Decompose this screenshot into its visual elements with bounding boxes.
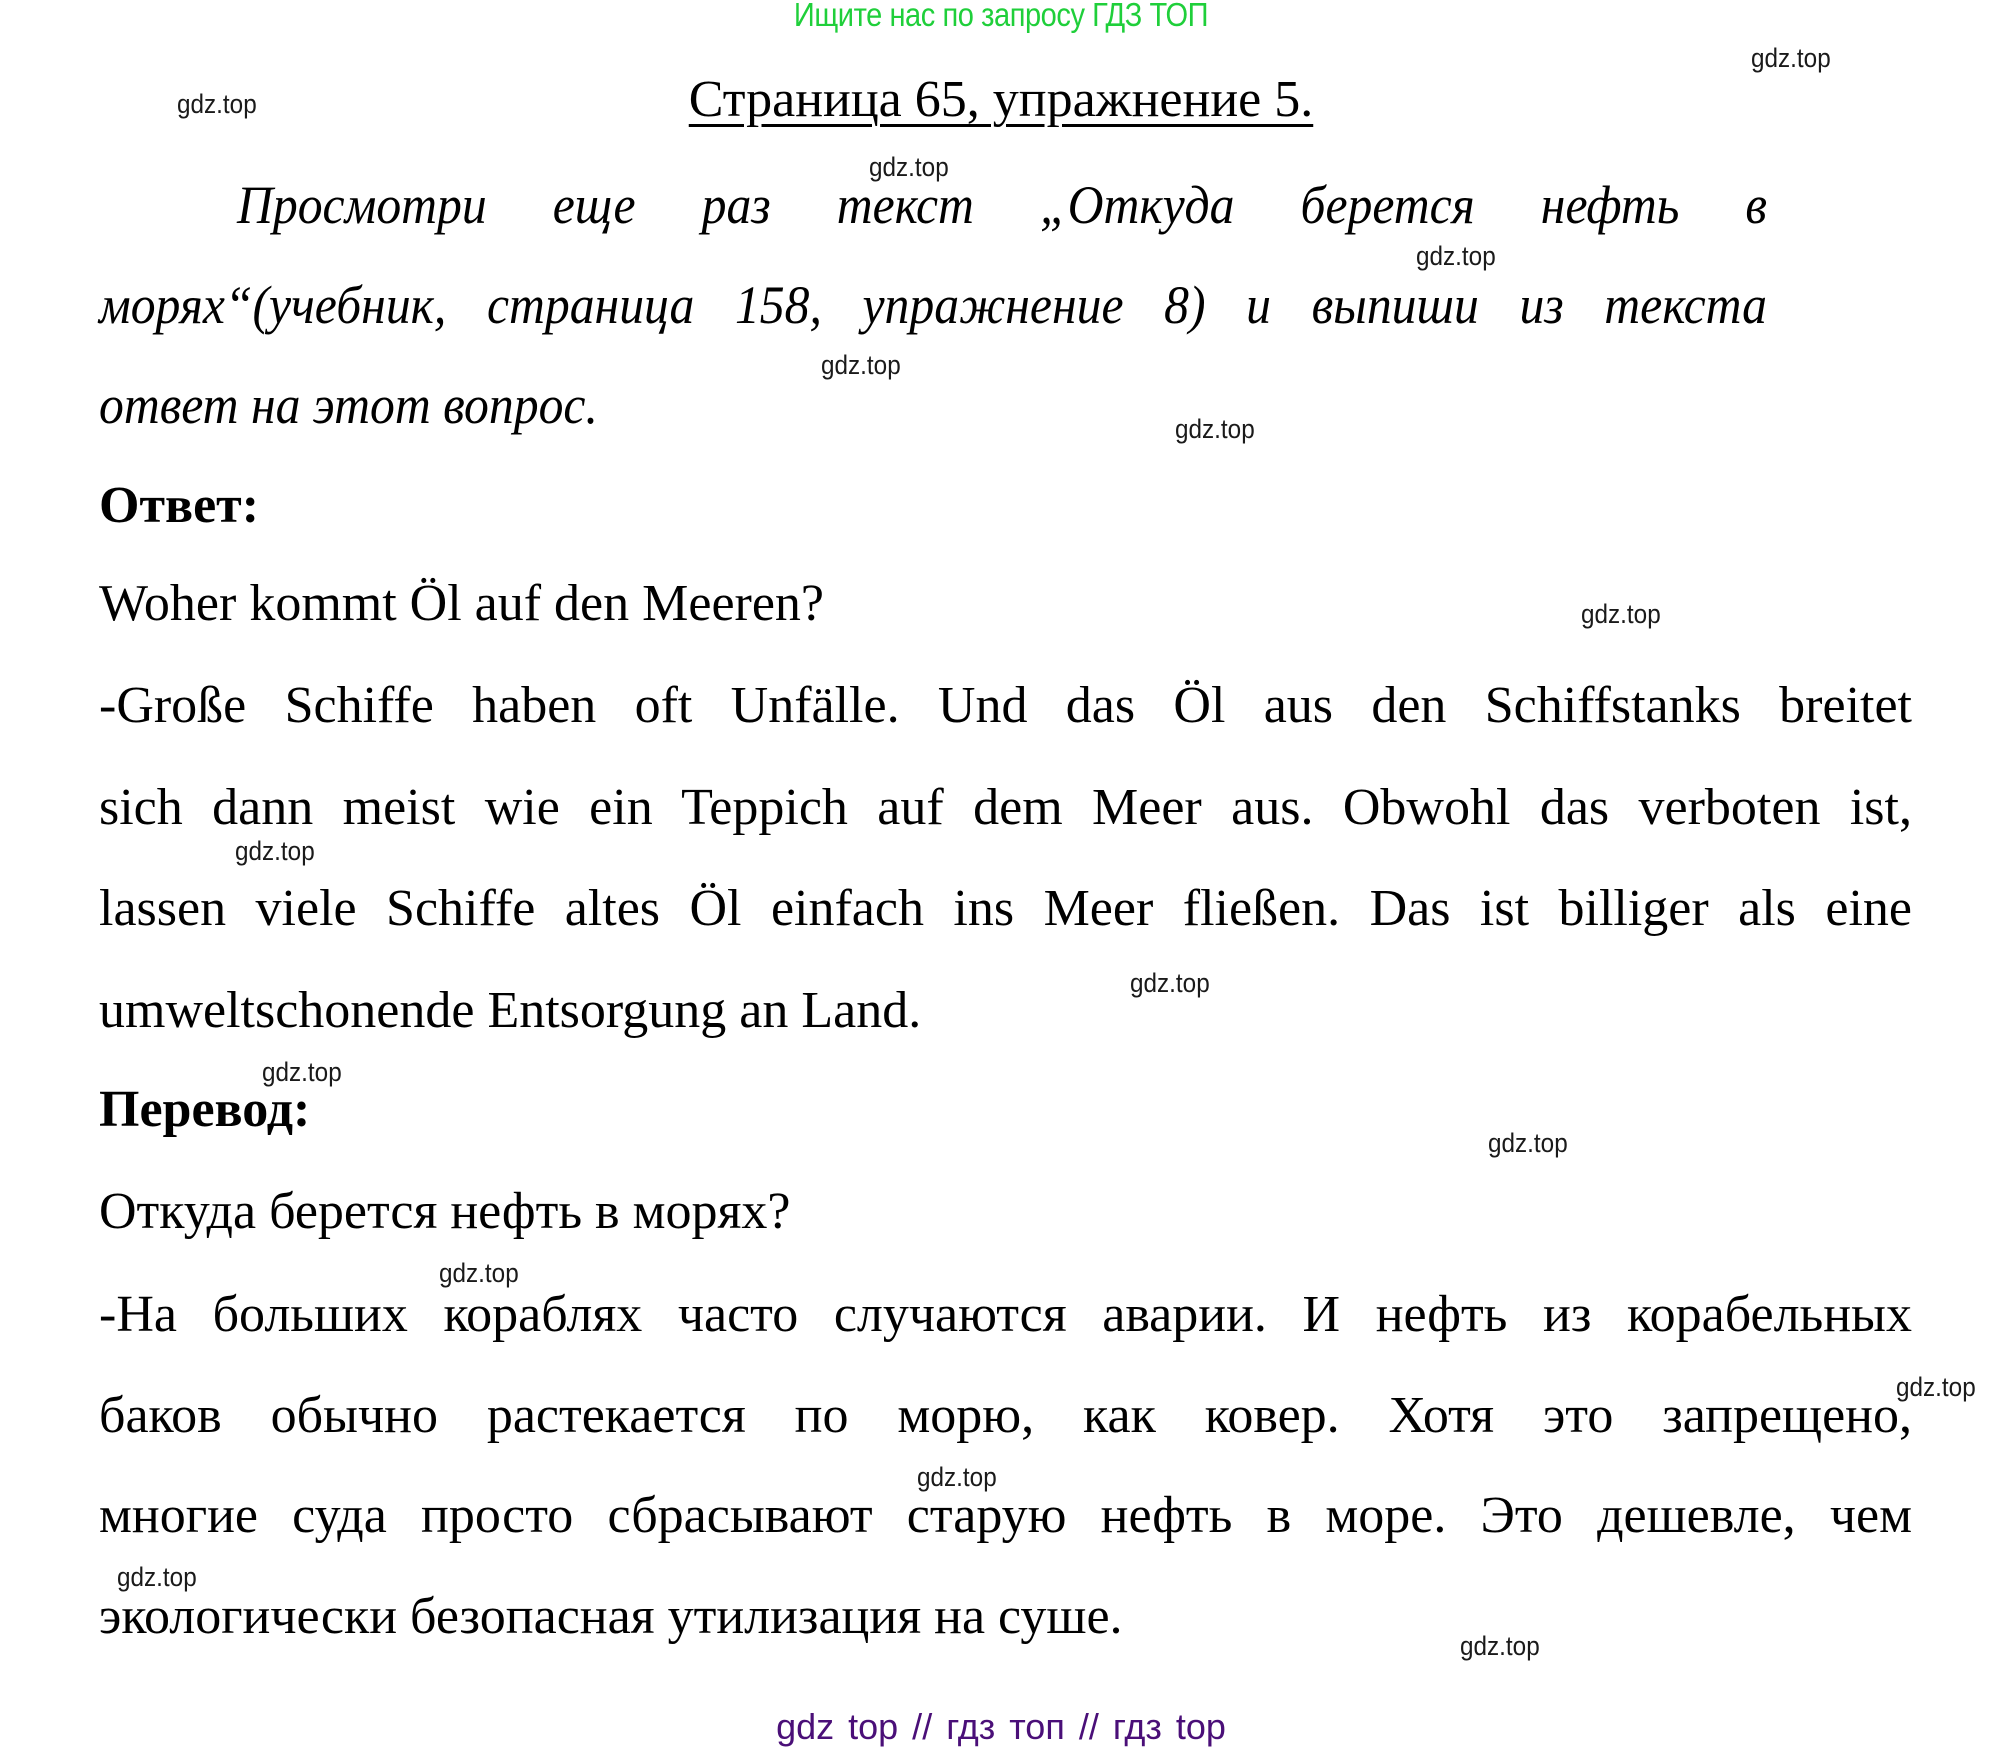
translation-heading: Перевод:: [99, 1081, 311, 1138]
watermark: gdz.top: [1130, 968, 1210, 998]
watermark: gdz.top: [917, 1462, 997, 1492]
search-hint-banner: Ищите нас по запросу ГДЗ ТОП: [793, 0, 1209, 33]
watermark: gdz.top: [1416, 241, 1496, 271]
watermark: gdz.top: [177, 89, 257, 119]
task-line: Просмотри еще раз текст „Откуда берется нефть в: [237, 175, 1767, 235]
translation-line: -На больших кораблях часто случаются аварии. И нефть из корабельных: [99, 1286, 1912, 1343]
watermark: gdz.top: [262, 1057, 342, 1087]
translation-line: многие суда просто сбрасывают старую нефть в море. Это дешевле, чем: [99, 1487, 1912, 1544]
watermark: gdz.top: [1751, 43, 1831, 73]
watermark: gdz.top: [235, 836, 315, 866]
answer-line: Woher kommt Öl auf den Meeren?: [99, 575, 825, 632]
answer-heading: Ответ:: [99, 477, 260, 534]
page-title: Страница 65, упражнение 5.: [688, 71, 1314, 128]
watermark: gdz.top: [1175, 414, 1255, 444]
watermark: gdz.top: [869, 152, 949, 182]
watermark: gdz.top: [1896, 1372, 1976, 1402]
translation-line: баков обычно растекается по морю, как ковер. Хотя это запрещено,: [99, 1387, 1912, 1444]
watermark: gdz.top: [1581, 599, 1661, 629]
watermark: gdz.top: [821, 350, 901, 380]
task-line: морях“(учебник, страница 158, упражнение 8) и выпиши из текста: [99, 275, 1767, 335]
task-line: ответ на этот вопрос.: [99, 375, 598, 435]
answer-line: -Große Schiffe haben oft Unfälle. Und das Öl aus den Schiffstanks breitet: [99, 677, 1912, 734]
answer-line: sich dann meist wie ein Teppich auf dem Meer aus. Obwohl das verboten ist,: [99, 779, 1912, 836]
watermark: gdz.top: [1460, 1631, 1540, 1661]
translation-line: Откуда берется нефть в морях?: [99, 1183, 791, 1240]
footer-links: gdz top // гдз топ // гдз top: [776, 1706, 1226, 1747]
answer-line: lassen viele Schiffe altes Öl einfach ins Meer fließen. Das ist billiger als eine: [99, 880, 1912, 937]
watermark: gdz.top: [439, 1258, 519, 1288]
watermark: gdz.top: [1488, 1128, 1568, 1158]
translation-line: экологически безопасная утилизация на суше.: [99, 1588, 1123, 1645]
watermark: gdz.top: [117, 1562, 197, 1592]
answer-line: umweltschonende Entsorgung an Land.: [99, 982, 922, 1039]
